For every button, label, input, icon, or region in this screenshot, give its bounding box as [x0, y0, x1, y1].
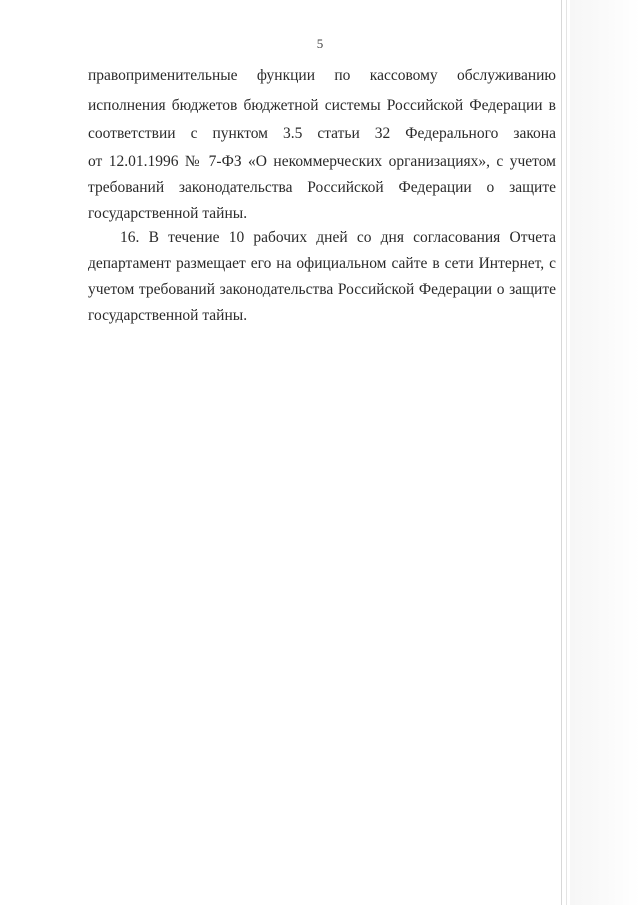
scan-edge-shadow: [570, 0, 640, 905]
page-number: 5: [316, 36, 324, 51]
text-line: от 12.01.1996 № 7-ФЗ «О некоммерческих организациях», с учетом: [88, 153, 556, 170]
text-line: учетом требований законодательства Российской Федерации о защите: [88, 281, 556, 298]
text-line: требований законодательства Российской Федерации о защите: [88, 179, 556, 196]
text-line: правоприменительные функции по кассовому обслуживанию: [88, 67, 556, 84]
text-line: государственной тайны.: [88, 307, 248, 324]
text-line: исполнения бюджетов бюджетной системы Российской Федерации в: [88, 97, 556, 114]
scan-edge-line: [561, 0, 562, 905]
scan-edge-line: [566, 0, 567, 905]
text-line: соответствии с пунктом 3.5 статьи 32 Федерального закона: [88, 125, 556, 142]
text-line: 16. В течение 10 рабочих дней со дня согласования Отчета: [120, 229, 556, 246]
text-line: государственной тайны.: [88, 205, 248, 222]
text-line: департамент размещает его на официальном сайте в сети Интернет, с: [88, 255, 556, 272]
